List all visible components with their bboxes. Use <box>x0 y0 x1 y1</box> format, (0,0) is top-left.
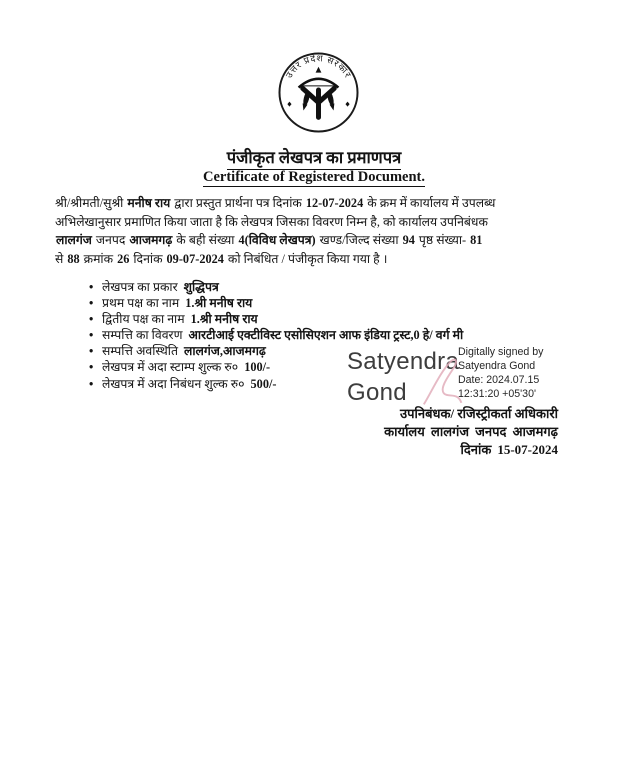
issue-date-label: दिनांक <box>460 441 492 457</box>
signature-detail-line2: Satyendra Gond <box>458 359 536 372</box>
detail-second-party: • द्वितीय पक्ष का नाम 1.श्री मनीष राय <box>89 311 463 327</box>
signature-detail-line4: 12:31:20 +05'30' <box>458 387 536 400</box>
certificate-title-hindi <box>0 145 628 170</box>
registrar-designation: उपनिबंधक/ रजिस्ट्रीकर्ता अधिकारी <box>400 406 558 421</box>
issue-date-value: 15-07-2024 <box>497 441 558 457</box>
issue-date <box>384 441 558 459</box>
up-seal-icon <box>277 51 360 134</box>
signer-name-line2: Gond <box>347 378 407 406</box>
certificate-title-english-text: Certificate of Registered Document. <box>203 169 425 185</box>
registrar-office: कार्यालय लालगंज जनपद आजमगढ़ <box>384 423 558 439</box>
body-line-1: श्री/श्रीमती/सुश्री मनीष राय द्वारा प्रस्तुत प्रार्थना पत्र दिनांक 12-07-2024 के क्रम में कार्यालय में उपलब्ध <box>55 196 496 210</box>
certificate-title-english <box>0 168 628 187</box>
up-government-seal <box>277 51 360 134</box>
detail-document-type: • लेखपत्र का प्रकार शुद्धिपत्र <box>89 279 463 295</box>
certificate-body <box>55 194 595 268</box>
body-line-3: लालगंज जनपद आजमगढ़ के बही संख्या 4(विविध लेखपत्र) खण्ड/जिल्द संख्या 94 पृष्ठ संख्या- 81 <box>56 233 483 248</box>
detail-registration-fee: • लेखपत्र में अदा निबंधन शुल्क रु० 500/- <box>89 376 463 392</box>
signature-detail-line1: Digitally signed by <box>458 346 544 358</box>
detail-property-description: • सम्पत्ति का विवरण आरटीआई एक्टीविस्ट एसोसिएशन आफ इंडिया ट्रस्ट,0 हे/ वर्ग मी <box>89 327 463 343</box>
body-line-2: अभिलेखानुसार प्रमाणित किया जाता है कि लेखपत्र जिसका विवरण निम्न है, को कार्यालय उपनिबंधक <box>55 214 488 229</box>
svg-text:उत्तर प्रदेश सरकार <box>284 52 353 79</box>
certificate-title-hindi-text: पंजीकृत लेखपत्र का प्रमाणपत्र <box>227 145 401 170</box>
detail-stamp-fee: • लेखपत्र में अदा स्टाम्प शुल्क रु० 100/- <box>89 359 463 375</box>
signature-detail-line3: Date: 2024.07.15 <box>458 373 540 386</box>
registrar-footer <box>384 405 558 458</box>
detail-first-party: • प्रथम पक्ष का नाम 1.श्री मनीष राय <box>89 295 463 311</box>
seal-arc-text: उत्तर प्रदेश सरकार <box>283 53 354 80</box>
digital-signature-details <box>458 346 543 402</box>
signer-name-line1: Satyendra <box>347 348 460 375</box>
body-line-4: से 88 क्रमांक 26 दिनांक 09-07-2024 को निबंधित / पंजीकृत किया गया है । <box>55 251 388 266</box>
detail-property-location: • सम्पत्ति अवस्थिति लालगंज,आजमगढ़ <box>89 343 463 359</box>
